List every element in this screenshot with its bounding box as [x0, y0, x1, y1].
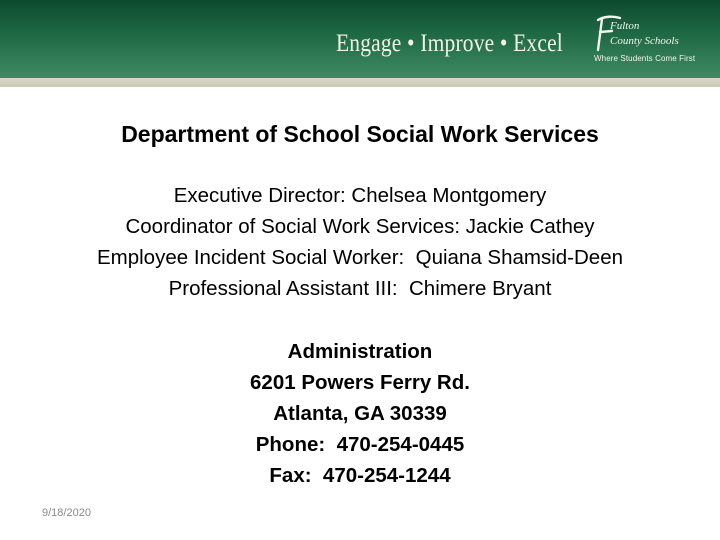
staff-list [0, 180, 720, 304]
logo-line2: County Schools [610, 35, 679, 47]
address-block [0, 336, 720, 491]
header-banner [0, 0, 720, 78]
address-city: Atlanta, GA 30339 [273, 402, 447, 425]
footer-date: 9/18/2020 [42, 507, 91, 519]
staff-incident-social-worker: Employee Incident Social Worker: Quiana Shamsid-Deen [96, 246, 624, 269]
logo-subtitle: Where Students Come First [594, 54, 696, 63]
staff-executive-director: Executive Director: Chelsea Montgomery [173, 184, 547, 207]
page-title: Department of School Social Work Services [121, 121, 599, 147]
address-street: 6201 Powers Ferry Rd. [250, 371, 470, 394]
address-name: Administration [287, 340, 433, 363]
staff-professional-assistant: Professional Assistant III: Chimere Bryant [168, 277, 552, 300]
logo-line1: Fulton [610, 20, 640, 32]
address-fax: Fax: 470-254-1244 [269, 464, 451, 487]
address-phone: Phone: 470-254-0445 [255, 433, 465, 456]
district-logo [592, 14, 702, 70]
staff-coordinator: Coordinator of Social Work Services: Jackie Cathey [125, 215, 595, 238]
tagline: Engage • Improve • Excel [336, 30, 563, 57]
banner-stripe [0, 78, 720, 87]
